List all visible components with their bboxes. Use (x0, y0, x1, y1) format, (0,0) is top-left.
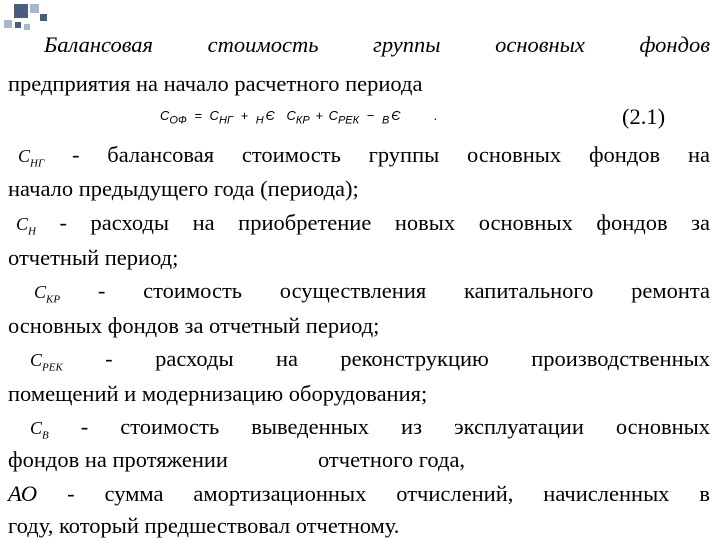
def-kr-line-1: $С_{КР}$ - стоимость осуществления капитального ремонта (34, 278, 710, 306)
def-v-line-2: фондов на протяжении отчетного года, (8, 447, 466, 472)
equation-number: (2.1) (622, 104, 666, 129)
def-ao-line-1: АО - сумма амортизационных отчислений, начисленных в (8, 481, 710, 506)
def-kr-line-2: основных фондов за отчетный период; (8, 313, 380, 338)
formula: $C_{ОФ} = C_{НГ} + _Н$ Є $C_{КР} + C_{РЕК} - _В$ Є . (160, 108, 438, 127)
deco-square (30, 4, 39, 13)
def-n-line-1: $С_Н$ - расходы на приобретение новых основных фондов за (16, 210, 710, 238)
heading-line-1: Балансовая стоимость группы основных фондов (44, 32, 710, 57)
def-rek-line-1: $С_{РЕК}$ - расходы на реконструкцию производственных (30, 346, 710, 374)
deco-square (40, 14, 47, 21)
formula-term: $C_{ОФ}$ (160, 108, 187, 127)
deco-square (4, 20, 12, 28)
formula-term: $C_{НГ}$ (209, 108, 233, 127)
deco-square (24, 24, 30, 30)
def-v-line-1: $С_В$ - стоимость выведенных из эксплуатации основных (30, 414, 710, 442)
formula-term: $C_{КР}$ (286, 108, 310, 127)
def-rek-line-2: помещений и модернизацию оборудования; (8, 381, 428, 406)
def-n-line-2: отчетный период; (8, 245, 179, 270)
def-ao-line-2: году, который предшествовал отчетному. (8, 513, 400, 538)
deco-square (15, 22, 21, 28)
deco-square (14, 4, 28, 18)
def-nh-line-2: начало предыдущего года (периода); (8, 176, 359, 201)
formula-term: $C_{РЕК}$ (328, 108, 360, 127)
heading-line-2: предприятия на начало расчетного периода (8, 71, 423, 96)
def-nh-line-1: $С_{НГ}$ - балансовая стоимость группы основных фондов на (18, 142, 710, 170)
